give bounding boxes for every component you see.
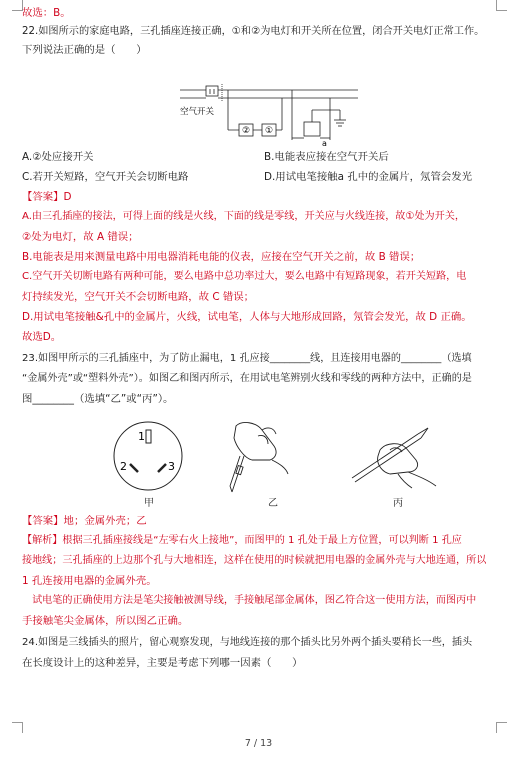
text-line: 故选：B。 xyxy=(22,7,71,19)
question-22-prompt: 下列说法正确的是（ ） xyxy=(22,44,147,56)
answer-22: 【答案】D xyxy=(22,191,72,203)
corner-mark-top-right xyxy=(496,0,507,11)
question-23-stem: 23.如图甲所示的三孔插座中，为了防止漏电，1 孔应接________线，且连接用电器的________（选填 xyxy=(22,353,472,364)
figure-jia-caption: 甲 xyxy=(144,498,154,509)
analysis-line: 1 孔连接用电器的金属外壳。 xyxy=(22,575,157,587)
figure-bing-caption: 丙 xyxy=(393,498,403,509)
option-c: C.若开关短路，空气开关会切断电路 xyxy=(22,171,189,183)
explanation-line: C.空气开关切断电路有两种可能，要么电路中总功率过大，要么电路中有短路现象，若开关短路，电 xyxy=(22,271,467,282)
analysis-line: 接地线；三孔插座的上边那个孔与大地相连，这样在使用的时候就把用电器的金属外壳与大地连通，所以 xyxy=(22,555,487,566)
analysis-line: 【解析】根据三孔插座接线是“左零右火上接地”，而图甲的 1 孔处于最上方位置，可以判断 1 孔应 xyxy=(22,535,462,546)
test-pen-method-yi-figure xyxy=(222,416,302,496)
question-23-stem: 图________（选填“乙”或“丙”）。 xyxy=(22,393,174,405)
socket-hole-3-label: 3 xyxy=(168,460,175,473)
option-d: D.用试电笔接触a 孔中的金属片，氖管会发光 xyxy=(264,171,473,183)
explanation-line: ②处为电灯，故 A 错误； xyxy=(22,231,139,243)
option-b: B.电能表应接在空气开关后 xyxy=(264,151,389,163)
question-24-stem: 24.如图是三线插头的照片，留心观察发现，与地线连接的那个插头比另外两个插头要稍长一些，插头 xyxy=(22,637,473,648)
test-pen-method-bing-figure xyxy=(346,420,442,490)
position-2-label: ② xyxy=(241,126,251,136)
page-number: 7 / 13 xyxy=(244,738,273,749)
question-23-stem: “金属外壳”或“塑料外壳”）。如图乙和图丙所示，在用试电笔辨别火线和零线的两种方法中，正确的是 xyxy=(22,373,472,384)
figure-yi-caption: 乙 xyxy=(268,498,278,509)
analysis-line: 试电笔的正确使用方法是笔尖接触被测导线，手接触尾部金属体，图乙符合这一使用方法，而图丙中 xyxy=(22,595,477,606)
explanation-line: 故选D。 xyxy=(22,331,62,343)
question-24-stem: 在长度设计上的这种差异，主要是考虑下列哪一因素（ ） xyxy=(22,657,303,669)
corner-mark-bottom-right xyxy=(496,722,507,733)
household-circuit-diagram xyxy=(180,80,360,160)
air-breaker-label: 空气开关 xyxy=(180,107,215,117)
explanation-line: 灯持续发光，空气开关不会切断电路，故 C 错误； xyxy=(22,291,255,303)
corner-mark-bottom-left xyxy=(12,722,23,733)
option-a: A.②处应接开关 xyxy=(22,151,94,163)
position-1-label: ① xyxy=(264,126,274,136)
analysis-line: 手接触笔尖金属体，所以图乙正确。 xyxy=(22,615,189,627)
socket-hole-2-label: 2 xyxy=(120,460,127,473)
socket-hole-1-label: 1 xyxy=(138,430,145,443)
hole-a-label: a xyxy=(322,139,327,148)
explanation-line: B.电能表是用来测量电路中用电器消耗电能的仪表，应接在空气开关之前，故 B 错误； xyxy=(22,251,421,263)
explanation-line: A.由三孔插座的接法，可得上面的线是火线，下面的线是零线，开关应与火线连接，故①处为开关， xyxy=(22,211,465,222)
explanation-line: D.用试电笔接触&孔中的金属片，火线，试电笔，人体与大地形成回路，氖管会发光，故 D 正确。 xyxy=(22,311,472,323)
three-hole-socket-figure xyxy=(110,418,190,492)
question-22-stem: 22.如图所示的家庭电路，三孔插座连接正确，①和②为电灯和开关所在位置，闭合开关电灯正常工作。 xyxy=(22,26,485,37)
answer-23: 【答案】地；金属外壳；乙 xyxy=(22,515,147,527)
